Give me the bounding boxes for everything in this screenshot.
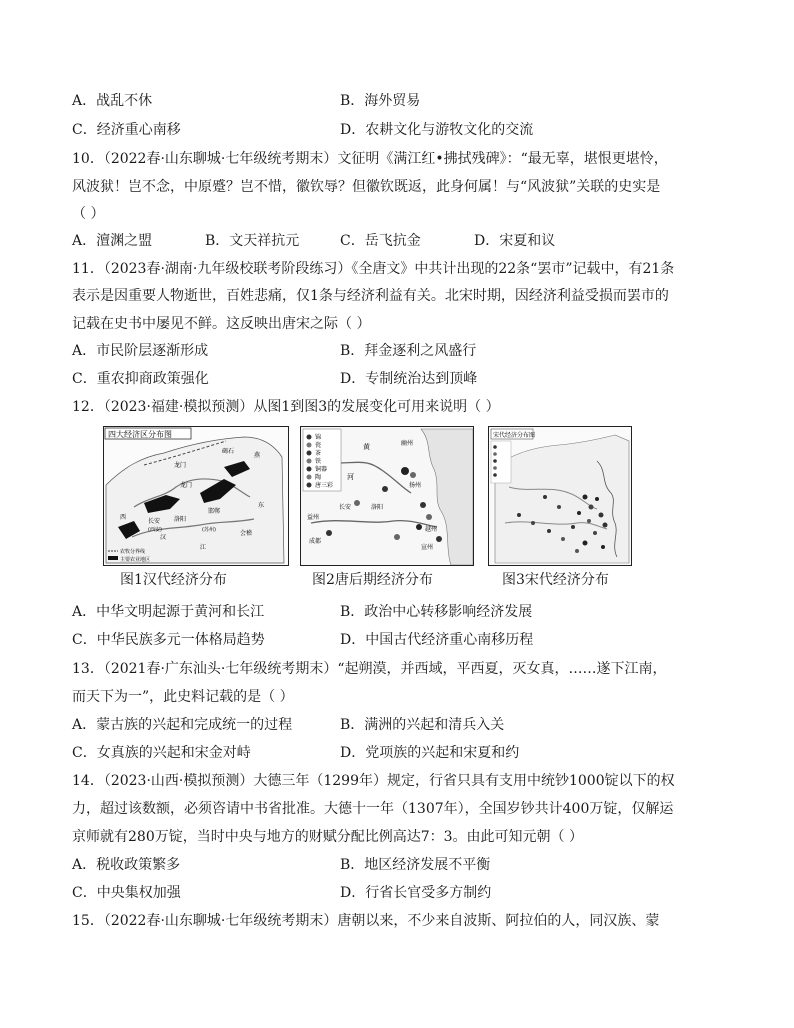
- map-label: 龙门: [174, 462, 187, 469]
- map-label: 宣州: [421, 544, 434, 551]
- map-label: 龙门: [180, 482, 193, 489]
- option-a: A．蒙古族的兴起和完成统一的过程: [72, 717, 293, 733]
- map-label: 会稽: [240, 530, 253, 537]
- question-13-text: 13．（2021春·广东汕头·七年级统考期末）“起朔漠，并西域，平西夏，灭女真，……遂下江南，: [72, 661, 667, 677]
- option-a: A．市民阶层逐渐形成: [72, 343, 209, 359]
- map-title: 四大经济区分布图: [108, 430, 172, 439]
- option-b: B．海外贸易: [340, 93, 421, 109]
- map-label: 洛阳: [371, 504, 384, 511]
- map-label: 河: [347, 473, 354, 481]
- map-song-economy: [488, 426, 632, 566]
- question-13-text: 而天下为一”，此史料记载的是（ ）: [72, 689, 294, 705]
- map-label: (西安): [148, 527, 162, 533]
- question-10-text: 10．（2022春·山东聊城·七年级统考期末）文征明《满江红•拂拭残碑》：“最无辜，堪恨更堪怜，: [72, 151, 668, 167]
- legend-label: 农牧分界线: [120, 549, 146, 555]
- map-label: 燕: [254, 452, 261, 459]
- option-c: C．中央集权加强: [72, 885, 181, 901]
- option-b: B．政治中心转移影响经济发展: [340, 604, 533, 620]
- option-d: D．中国古代经济重心南移历程: [340, 632, 534, 648]
- option-d: D．党项族的兴起和宋夏和约: [340, 745, 520, 761]
- question-10-text: 风波狱！岂不念，中原蹙？岂不惜，徽钦辱？但徽钦既返，此身何属！与“风波狱”关联的史实是: [72, 179, 661, 195]
- question-12-text: 12．（2023·福建·模拟预测）从图1到图3的发展变化可用来说明（ ）: [72, 399, 500, 415]
- option-b: B．地区经济发展不平衡: [340, 857, 491, 873]
- legend-label: 瓷: [315, 442, 322, 449]
- map-label: 成都: [309, 538, 322, 545]
- option-c: C．女真族的兴起和宋金对峙: [72, 745, 251, 761]
- question-11-text: 11．（2023春·湖南·九年级校联考阶段练习）《全唐文》中共计出现的22条“罢市”记载中，有21条: [72, 261, 675, 277]
- map-label: 西: [120, 514, 127, 521]
- map-label: 江: [200, 544, 207, 551]
- question-10-text: （ ）: [72, 206, 105, 222]
- map-label: 长安: [339, 504, 352, 511]
- option-d: D．宋夏和议: [474, 233, 556, 249]
- option-d: D．专制统治达到顶峰: [340, 371, 478, 387]
- option-a: A．战乱不休: [72, 93, 153, 109]
- option-a: A．税收政策繁多: [72, 857, 181, 873]
- option-c: C．经济重心南移: [72, 122, 181, 138]
- question-14-text: 京师就有280万锭，当时中央与地方的财赋分配比例高达7：3。由此可知元朝（ ）: [72, 829, 583, 845]
- map-caption: 图3宋代经济分布: [502, 572, 609, 588]
- map-label: 幽州: [401, 440, 414, 447]
- option-c: C．岳飞抗金: [340, 233, 421, 249]
- map-label: 黄: [363, 443, 370, 451]
- legend-label: 铁: [315, 458, 322, 465]
- question-14-text: 14．（2023·山西·模拟预测）大德三年（1299年）规定，行省只具有支用中统钞1000锭以下的权: [72, 773, 675, 789]
- map-label: 碣石: [222, 448, 235, 455]
- map-label: 扬州: [409, 482, 422, 489]
- legend-label: 唐三彩: [315, 482, 334, 489]
- legend-label: 陶: [315, 474, 322, 481]
- map-label: 邯郸: [208, 508, 221, 515]
- map-label: 汉: [160, 534, 167, 541]
- map-label: 东: [258, 502, 265, 509]
- option-c: C．中华民族多元一体格局趋势: [72, 632, 265, 648]
- map-caption: 图2唐后期经济分布: [312, 572, 433, 588]
- question-15-text: 15．（2022春·山东聊城·七年级统考期末）唐朝以来，不少来自波斯、阿拉伯的人，同汉族、蒙: [72, 913, 660, 929]
- map-title: 宋代经济分布图: [493, 432, 536, 439]
- option-a: A．澶渊之盟: [72, 233, 153, 249]
- map-label: 长安: [148, 518, 161, 525]
- option-b: B．满洲的兴起和清兵入关: [340, 717, 505, 733]
- option-c: C．重农抑商政策强化: [72, 371, 209, 387]
- map-label: 洛阳: [174, 516, 187, 523]
- option-b: B．拜金逐利之风盛行: [340, 343, 477, 359]
- question-11-text: 记载在史书中屡见不鲜。这反映出唐宋之际（ ）: [72, 316, 371, 332]
- map-caption: 图1汉代经济分布: [120, 572, 227, 588]
- map-label: 益州: [307, 514, 320, 521]
- option-d: D．行省长官受多方制约: [340, 885, 492, 901]
- legend-label: 锦: [315, 434, 322, 441]
- legend-label: 主要农业地区: [120, 557, 151, 563]
- map-han-economy: [103, 426, 289, 566]
- question-11-text: 表示是因重要人物逝世，百姓悲痛，仅1条与经济利益有关。北宋时期，因经济利益受损而罢市的: [72, 288, 669, 304]
- map-tang-economy: [300, 426, 474, 566]
- map-label: 越州: [425, 526, 438, 533]
- option-b: B．文天祥抗元: [205, 233, 300, 249]
- option-d: D．农耕文化与游牧文化的交流: [340, 122, 534, 138]
- legend-label: 茶: [315, 450, 322, 457]
- map-label: (苏州): [202, 527, 216, 533]
- option-a: A．中华文明起源于黄河和长江: [72, 604, 265, 620]
- question-14-text: 力，超过该数额，必须咨请中书省批准。大德十一年（1307年），全国岁钞共计400万锭，仅解运: [72, 801, 674, 817]
- legend-label: 铜器: [315, 466, 328, 473]
